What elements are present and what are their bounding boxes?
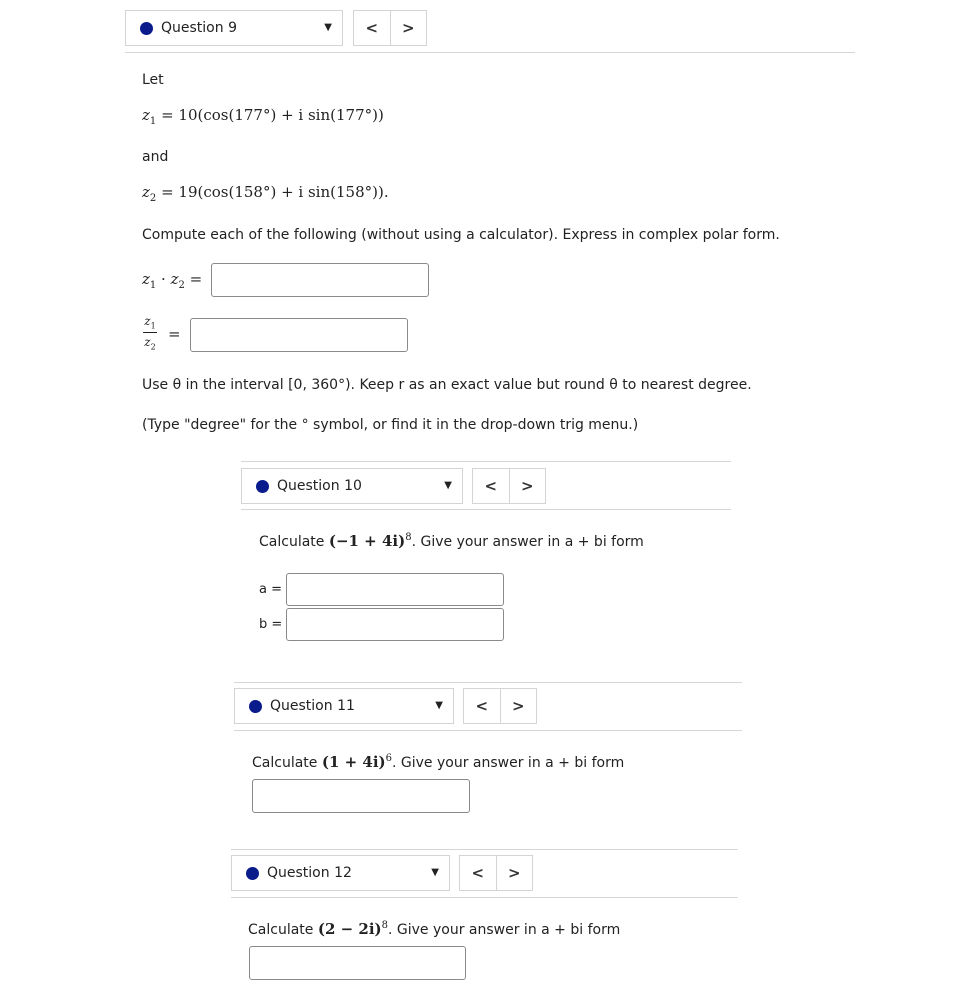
z1-definition: $z_1 = 10(\cos(177^\circ) + i$ sin(177°)) (142, 106, 384, 127)
question-12-selector[interactable] (231, 855, 450, 891)
question-title: Question 12 (267, 865, 352, 881)
quotient-input[interactable] (190, 318, 408, 352)
product-label: $z_1 \cdot z_2$ = (142, 270, 203, 291)
question-12-nav (459, 855, 533, 891)
product-input[interactable] (211, 263, 429, 297)
answer-input[interactable] (249, 946, 466, 980)
question-9-selector[interactable] (125, 10, 343, 46)
caret-down-icon: ▼ (444, 480, 452, 491)
divider (231, 849, 738, 850)
next-question-button[interactable]: > (390, 11, 427, 45)
a-label: a = (259, 582, 282, 597)
degree-note: (Type "degree" for the ° symbol, or find it in the drop-down trig menu.) (142, 417, 639, 433)
answer-input[interactable] (252, 779, 470, 813)
divider (241, 461, 731, 462)
divider (234, 730, 742, 731)
divider (234, 682, 742, 683)
question-title: Question 10 (277, 478, 362, 494)
question-10-selector[interactable] (241, 468, 463, 504)
previous-question-button[interactable]: < (484, 477, 498, 495)
quotient-label: $z_1$ $z_2$ (144, 314, 156, 352)
status-dot-icon (256, 480, 269, 493)
caret-down-icon: ▼ (435, 700, 443, 711)
status-dot-icon (140, 22, 153, 35)
previous-question-button[interactable]: < (365, 19, 379, 37)
question-10-nav (472, 468, 546, 504)
previous-question-button[interactable]: < (475, 697, 489, 715)
and-text: and (142, 149, 169, 165)
question-10-prompt: Calculate $(-1 + 4i)^8$. Give your answer in a + bi form (259, 532, 644, 550)
question-11-selector[interactable] (234, 688, 454, 724)
question-title: Question 9 (161, 20, 237, 36)
status-dot-icon (246, 867, 259, 880)
a-input[interactable] (286, 573, 504, 606)
b-input[interactable] (286, 608, 504, 641)
next-question-button[interactable]: > (509, 469, 546, 503)
question-title: Question 11 (270, 698, 355, 714)
let-text: Let (142, 72, 164, 88)
question-9-nav (353, 10, 427, 46)
next-question-button[interactable]: > (500, 689, 537, 723)
question-11-nav (463, 688, 537, 724)
question-12-prompt: Calculate $(2 - 2i)^8$. Give your answer in a + bi form (248, 920, 621, 938)
caret-down-icon: ▼ (431, 867, 439, 878)
status-dot-icon (249, 700, 262, 713)
divider (231, 897, 738, 898)
previous-question-button[interactable]: < (471, 864, 485, 882)
caret-down-icon: ▼ (324, 22, 332, 33)
next-question-button[interactable]: > (496, 856, 533, 890)
divider (125, 52, 855, 53)
divider (241, 509, 731, 510)
interval-note: Use θ in the interval [0, 360°). Keep r as an exact value but round θ to nearest degree. (142, 377, 752, 393)
instruction-text: Compute each of the following (without using a calculator). Express in complex polar form. (142, 227, 780, 243)
b-label: b = (259, 617, 283, 632)
quotient-equals: = (168, 325, 181, 343)
question-11-prompt: Calculate $(1 + 4i)^6$. Give your answer in a + bi form (252, 753, 625, 771)
z2-definition: $z_2 = 19(\cos(158^\circ) + i$ sin(158°)). (142, 183, 389, 204)
